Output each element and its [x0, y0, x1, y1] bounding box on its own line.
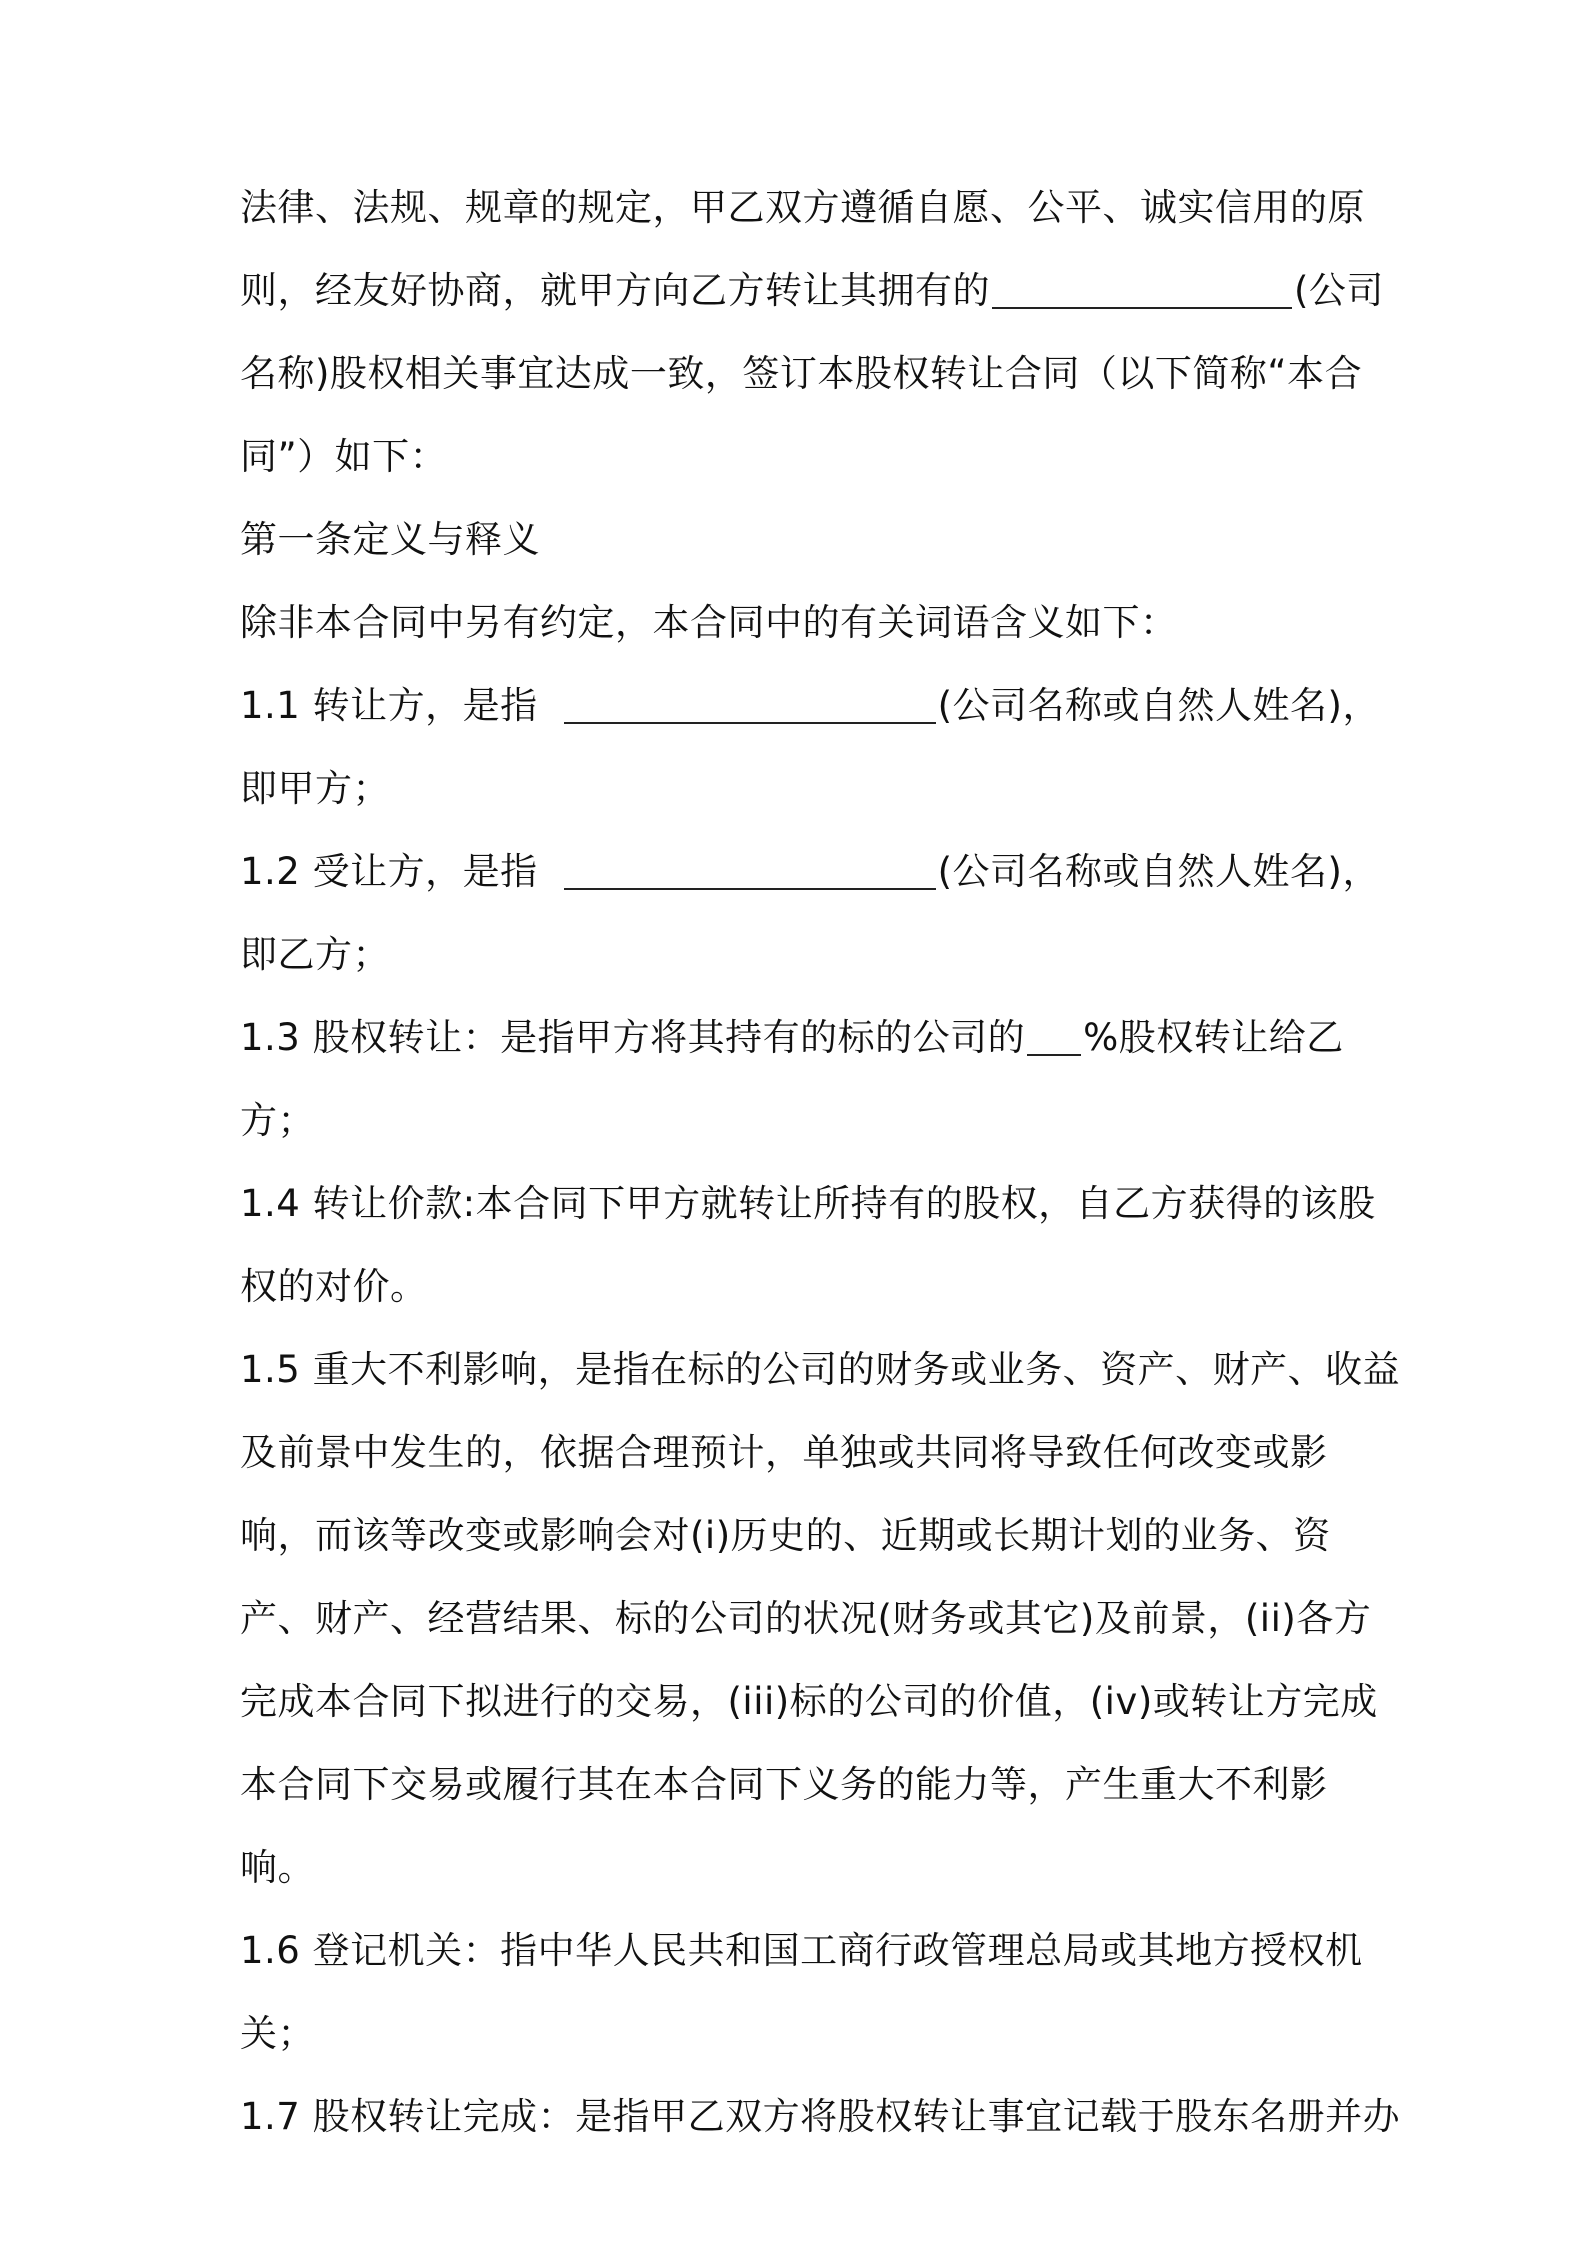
line-text: 1.7 股权转让完成：是指甲乙双方将股权转让事宜记载于股东名册并办 — [240, 2095, 1401, 2138]
line-text: 名称)股权相关事宜达成一致，签订本股权转让合同（以下简称“本合 — [240, 352, 1363, 395]
transferee-name-blank[interactable] — [564, 838, 936, 890]
line-text: (公司名称或自然人姓名)， — [937, 850, 1380, 893]
section-title: 第一条定义与释义 — [240, 518, 540, 561]
clause-1-4 — [240, 1162, 1390, 1245]
line-text: 响，而该等改变或影响会对(i)历史的、近期或长期计划的业务、资 — [240, 1514, 1331, 1557]
company-name-blank[interactable] — [992, 257, 1292, 309]
text-line — [240, 1494, 1390, 1577]
line-text: 除非本合同中另有约定，本合同中的有关词语含义如下： — [240, 601, 1178, 644]
contract-body — [240, 166, 1401, 2158]
line-text: 1.3 股权转让：是指甲方将其持有的标的公司的 — [240, 1016, 1026, 1059]
line-text: 方； — [240, 1099, 315, 1142]
line-text: 即乙方； — [240, 933, 390, 976]
line-text: 1.1 转让方，是指 — [240, 684, 538, 727]
text-line — [240, 1660, 1390, 1743]
text-line — [240, 1992, 1390, 2075]
line-text: 关； — [240, 2012, 315, 2055]
line-text: %股权转让给乙 — [1083, 1016, 1344, 1059]
line-text: 完成本合同下拟进行的交易，(iii)标的公司的价值，(iv)或转让方完成 — [240, 1680, 1378, 1723]
line-text: (公司 — [1294, 269, 1384, 312]
text-line — [240, 332, 1390, 415]
section-heading — [240, 498, 1390, 581]
line-text: (公司名称或自然人姓名)， — [937, 684, 1380, 727]
line-text: 同”）如下： — [240, 435, 448, 478]
clause-1-6 — [240, 1909, 1390, 1992]
line-text: 1.2 受让方，是指 — [240, 850, 538, 893]
line-text: 及前景中发生的，依据合理预计，单独或共同将导致任何改变或影 — [240, 1431, 1328, 1474]
line-text: 则，经友好协商，就甲方向乙方转让其拥有的 — [240, 269, 990, 312]
clause-1-7 — [240, 2075, 1401, 2158]
text-line — [240, 1411, 1390, 1494]
transferor-name-blank[interactable] — [564, 672, 936, 724]
text-line — [240, 1079, 1390, 1162]
text-line — [240, 1743, 1390, 1826]
clause-1-1 — [240, 664, 1390, 747]
text-line — [240, 249, 1390, 332]
text-line — [240, 581, 1390, 664]
text-line — [240, 1245, 1390, 1328]
line-text: 产、财产、经营结果、标的公司的状况(财务或其它)及前景，(ii)各方 — [240, 1597, 1372, 1640]
line-text: 响。 — [240, 1846, 315, 1889]
text-line — [240, 747, 1390, 830]
line-text: 1.4 转让价款:本合同下甲方就转让所持有的股权，自乙方获得的该股 — [240, 1182, 1376, 1225]
clause-1-3 — [240, 996, 1390, 1079]
line-text: 本合同下交易或履行其在本合同下义务的能力等，产生重大不利影 — [240, 1763, 1328, 1806]
clause-1-5 — [240, 1328, 1401, 1411]
text-line — [240, 415, 1390, 498]
text-line — [240, 1577, 1390, 1660]
line-text: 法律、法规、规章的规定，甲乙双方遵循自愿、公平、诚实信用的原 — [240, 186, 1365, 229]
line-text: 权的对价。 — [240, 1265, 428, 1308]
percentage-blank[interactable] — [1027, 1004, 1081, 1056]
text-line — [240, 1826, 1390, 1909]
text-line — [240, 166, 1390, 249]
text-line — [240, 913, 1390, 996]
line-text: 即甲方； — [240, 767, 390, 810]
line-text: 1.5 重大不利影响，是指在标的公司的财务或业务、资产、财产、收益 — [240, 1348, 1401, 1391]
line-text: 1.6 登记机关：指中华人民共和国工商行政管理总局或其地方授权机 — [240, 1929, 1363, 1972]
clause-1-2 — [240, 830, 1390, 913]
